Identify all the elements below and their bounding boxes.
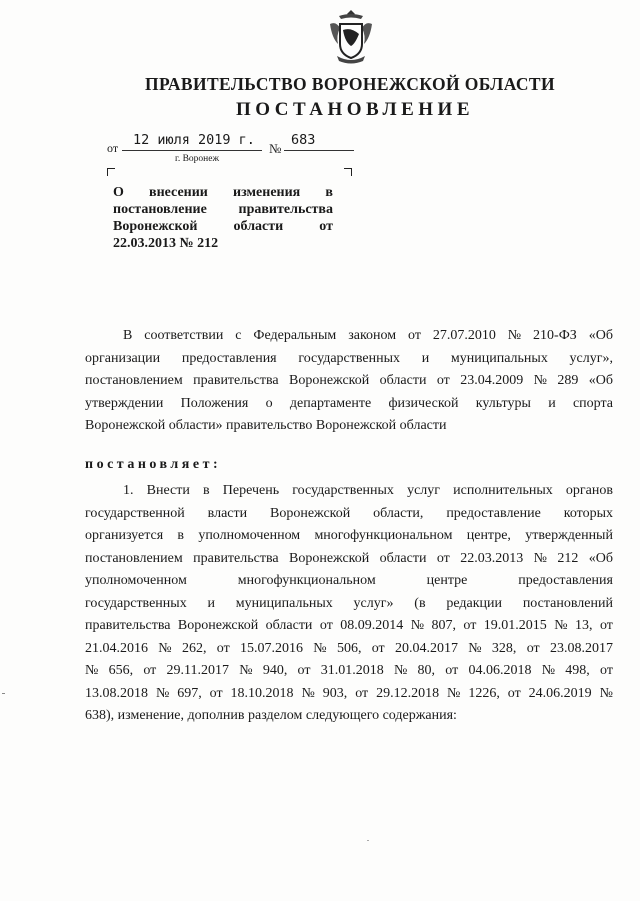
word: № bbox=[158, 640, 172, 656]
word: 23.04.2009 bbox=[460, 373, 524, 388]
word: постановлений bbox=[522, 595, 613, 611]
word: многофункциональном bbox=[237, 573, 376, 588]
text-line bbox=[85, 370, 613, 393]
text-line bbox=[85, 593, 613, 616]
word: Перечень bbox=[222, 483, 280, 498]
word: 29.11.2017 bbox=[166, 663, 229, 678]
word: от bbox=[599, 618, 613, 633]
word: от bbox=[445, 663, 459, 678]
corner-mark-left bbox=[107, 168, 115, 176]
word: от bbox=[297, 663, 311, 678]
word: 13.08.2018 bbox=[85, 685, 148, 701]
word: от bbox=[355, 685, 369, 701]
scan-dot bbox=[367, 840, 369, 841]
word: 27.07.2010 bbox=[432, 328, 496, 343]
word: 22.03.2013 bbox=[460, 550, 524, 566]
text-line bbox=[85, 705, 613, 728]
word: постановлением bbox=[85, 550, 183, 566]
word: утверждении bbox=[85, 395, 164, 411]
word: утвержденный bbox=[525, 528, 613, 543]
word: от bbox=[463, 618, 477, 633]
word: центре bbox=[426, 573, 468, 588]
word: № bbox=[239, 663, 253, 678]
text-line bbox=[85, 548, 613, 571]
word: организации bbox=[85, 350, 161, 366]
word: постановление bbox=[113, 202, 207, 217]
word: и bbox=[207, 595, 215, 611]
word: № bbox=[533, 550, 547, 566]
word: № bbox=[554, 618, 568, 633]
word: правительства bbox=[85, 618, 171, 633]
word: постановлением bbox=[85, 373, 183, 388]
word: № bbox=[313, 640, 327, 656]
word: предоставления bbox=[181, 350, 277, 366]
word: Федеральным bbox=[253, 328, 337, 343]
word: Внести bbox=[146, 483, 190, 498]
text-line bbox=[85, 638, 613, 661]
word: услуг», bbox=[569, 350, 613, 366]
word: муниципальных bbox=[450, 350, 548, 366]
word: 18.10.2018 bbox=[230, 685, 294, 701]
word: 1. bbox=[123, 483, 134, 498]
word: центре, bbox=[466, 528, 511, 543]
word: 498, bbox=[565, 663, 590, 678]
word: 807, bbox=[431, 618, 456, 633]
word: от bbox=[526, 640, 540, 656]
word: № bbox=[507, 328, 522, 343]
word: 940, bbox=[262, 663, 288, 678]
word: № bbox=[301, 685, 315, 701]
word: № bbox=[393, 663, 408, 678]
word: Воронежской bbox=[113, 219, 198, 234]
word: области bbox=[379, 550, 427, 566]
from-label: от bbox=[107, 141, 119, 155]
word: 328, bbox=[491, 640, 517, 656]
document-number: 683 bbox=[291, 132, 316, 148]
coat-of-arms-emblem bbox=[327, 8, 375, 68]
word: 29.12.2018 bbox=[376, 685, 440, 701]
word: спорта bbox=[572, 395, 613, 411]
word: В bbox=[123, 328, 133, 343]
word: от bbox=[436, 550, 450, 566]
word: 656, bbox=[108, 663, 134, 678]
word: 04.06.2018 bbox=[468, 663, 532, 678]
item-1-paragraph bbox=[85, 480, 613, 728]
word: Положения bbox=[180, 395, 249, 411]
word: 262, bbox=[181, 640, 207, 656]
word: Воронежской области» правительство Воронежской области bbox=[85, 418, 447, 433]
word: 31.01.2018 bbox=[320, 663, 384, 678]
word: 23.08.2017 bbox=[549, 640, 613, 656]
word: от bbox=[319, 219, 333, 234]
word: внесении bbox=[149, 185, 208, 200]
word: в bbox=[325, 185, 333, 200]
text-line bbox=[85, 393, 613, 416]
text-line bbox=[85, 660, 613, 683]
word: законом bbox=[348, 328, 397, 343]
word: 19.01.2015 bbox=[483, 618, 547, 633]
text-line bbox=[85, 683, 613, 706]
word: 22.03.2013 № 212 bbox=[113, 236, 219, 251]
word: от bbox=[436, 373, 450, 388]
word: 80, bbox=[417, 663, 436, 678]
word: власти bbox=[207, 505, 248, 521]
subject-block bbox=[113, 184, 333, 252]
text-line bbox=[113, 218, 333, 235]
word: и bbox=[421, 350, 430, 366]
margin-mark bbox=[2, 693, 5, 694]
text-line bbox=[113, 184, 333, 201]
word: № bbox=[541, 663, 556, 678]
word: органов bbox=[565, 483, 613, 498]
word: которых bbox=[563, 505, 613, 521]
word: «Об bbox=[588, 550, 613, 566]
word: исполнительных bbox=[453, 483, 553, 498]
word: организуется bbox=[85, 528, 164, 543]
text-line bbox=[113, 235, 333, 252]
word: № bbox=[155, 685, 170, 701]
word: 13, bbox=[575, 618, 593, 633]
word: о bbox=[265, 395, 273, 411]
word: 15.07.2016 bbox=[239, 640, 303, 656]
word: 08.09.2014 bbox=[340, 618, 404, 633]
word: 24.06.2019 bbox=[528, 685, 592, 701]
word: уполномоченном bbox=[198, 528, 301, 543]
word: «Об bbox=[588, 373, 613, 388]
word: (в bbox=[414, 595, 426, 611]
word: от bbox=[600, 663, 613, 678]
corner-mark-right bbox=[344, 168, 352, 176]
document-type-title: ПОСТАНОВЛЕНИЕ bbox=[235, 99, 475, 120]
word: Воронежской bbox=[177, 618, 259, 633]
word: Воронежской bbox=[289, 550, 370, 566]
text-line bbox=[85, 503, 613, 526]
word: от bbox=[507, 685, 521, 701]
word: 697, bbox=[177, 685, 202, 701]
word: департаменте bbox=[289, 395, 372, 411]
word: физической bbox=[388, 395, 459, 411]
word: «Об bbox=[588, 328, 613, 343]
text-line bbox=[85, 348, 613, 371]
word: № bbox=[410, 618, 425, 633]
word: 212 bbox=[557, 550, 579, 566]
text-line bbox=[85, 415, 613, 438]
word: Воронежской bbox=[269, 505, 351, 521]
word: 20.04.2017 bbox=[394, 640, 458, 656]
word: от bbox=[371, 640, 385, 656]
word: в bbox=[203, 483, 210, 498]
word: услуг» bbox=[353, 595, 394, 611]
word: № bbox=[85, 663, 99, 678]
word: от bbox=[209, 685, 223, 701]
word: культуры bbox=[475, 395, 531, 411]
word: соответствии bbox=[144, 328, 224, 343]
word: редакции bbox=[446, 595, 503, 611]
word: правительства bbox=[193, 550, 279, 566]
word: 289 bbox=[557, 373, 579, 388]
document-date: 12 июля 2019 г. bbox=[133, 132, 255, 148]
decree-word: постановляет: bbox=[85, 457, 222, 472]
word: предоставления bbox=[518, 573, 613, 588]
word: области bbox=[233, 219, 284, 234]
word: от bbox=[143, 663, 157, 678]
text-line bbox=[113, 201, 333, 218]
text-line bbox=[85, 480, 613, 503]
text-line bbox=[85, 525, 613, 548]
word: от bbox=[216, 640, 230, 656]
word: 210-ФЗ bbox=[533, 328, 577, 343]
word: № bbox=[468, 640, 482, 656]
word: с bbox=[235, 328, 242, 343]
word: от bbox=[408, 328, 421, 343]
word: государственных bbox=[298, 350, 401, 366]
word: многофункциональном bbox=[314, 528, 453, 543]
word: области bbox=[379, 373, 427, 388]
word: услуг bbox=[407, 483, 441, 498]
word: изменения bbox=[233, 185, 301, 200]
word: государственной bbox=[85, 505, 185, 521]
word: муниципальных bbox=[235, 595, 333, 611]
number-label: № bbox=[269, 141, 282, 156]
text-line bbox=[85, 570, 613, 593]
word: правительства bbox=[238, 202, 333, 217]
government-title: ПРАВИТЕЛЬСТВО ВОРОНЕЖСКОЙ ОБЛАСТИ bbox=[144, 74, 556, 94]
number-underline bbox=[284, 150, 354, 151]
word: 21.04.2016 bbox=[85, 640, 148, 656]
word: 903, bbox=[322, 685, 348, 701]
date-underline bbox=[122, 150, 262, 151]
word: Воронежской bbox=[289, 373, 370, 388]
city-label: г. Воронеж bbox=[175, 154, 220, 164]
word: уполномоченном bbox=[85, 573, 187, 588]
word: области, bbox=[373, 505, 424, 521]
word: 638), изменение, дополнив разделом следующего содержания: bbox=[85, 708, 457, 723]
word: в bbox=[177, 528, 185, 543]
word: государственных bbox=[292, 483, 394, 498]
preamble-paragraph bbox=[85, 325, 613, 438]
word: предоставление bbox=[446, 505, 541, 521]
word: № bbox=[447, 685, 461, 701]
word: № bbox=[533, 373, 547, 388]
word: О bbox=[113, 185, 124, 200]
word: 1226, bbox=[468, 685, 500, 701]
word: и bbox=[548, 395, 556, 411]
word: правительства bbox=[193, 373, 279, 388]
word: области bbox=[265, 618, 313, 633]
text-line bbox=[85, 615, 613, 638]
word: № bbox=[599, 685, 613, 701]
word: государственных bbox=[85, 595, 187, 611]
word: 506, bbox=[336, 640, 362, 656]
text-line bbox=[85, 325, 613, 348]
word: от bbox=[319, 618, 333, 633]
